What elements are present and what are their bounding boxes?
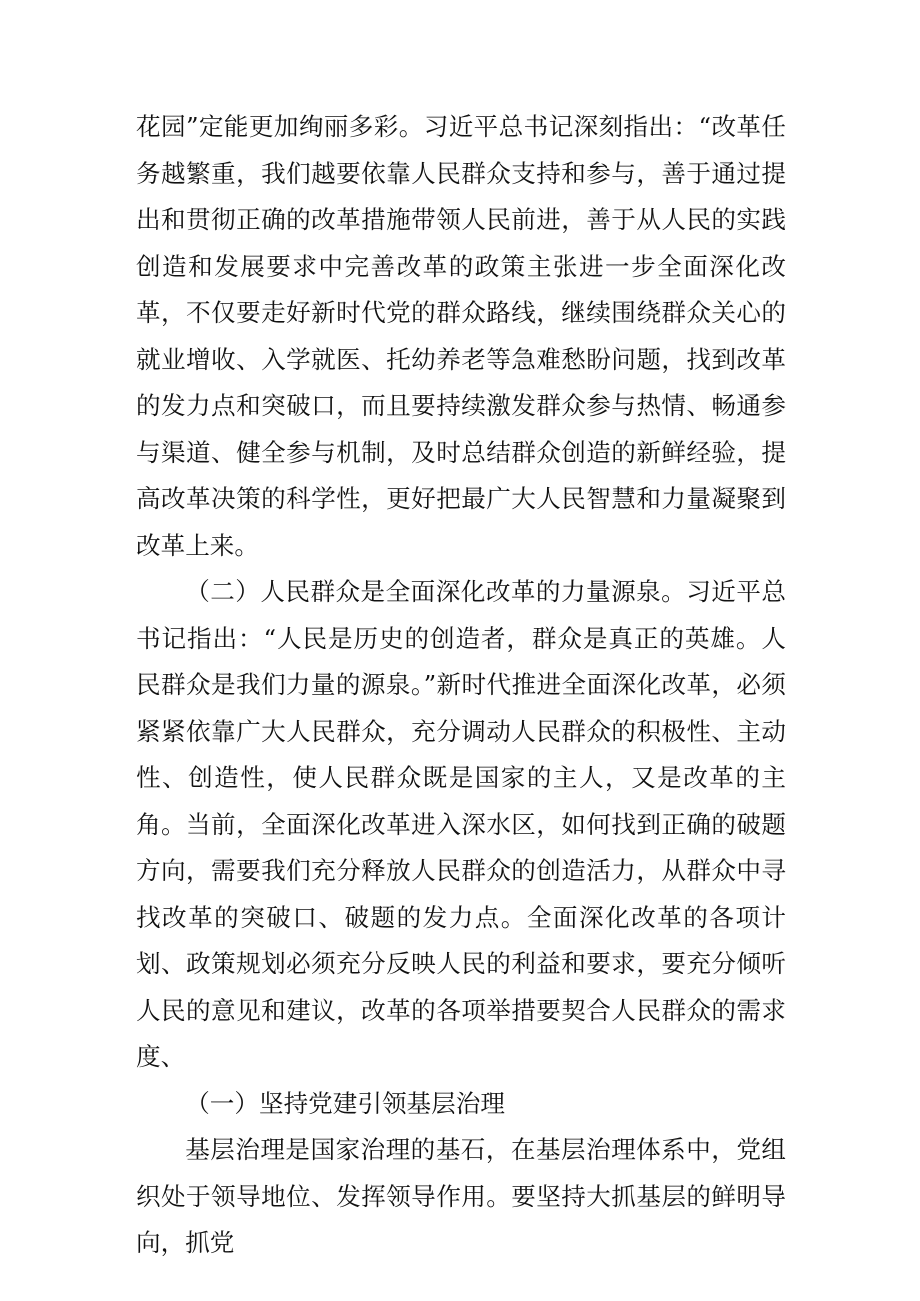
paragraph-grassroots-governance: 基层治理是国家治理的基石，在基层治理体系中，党组织处于领导地位、发挥领导作用。要坚持大抓基层的鲜明导向，抓党 bbox=[136, 1135, 786, 1257]
paragraph-continuation: 花园”定能更加绚丽多彩。习近平总书记深刻指出：“改革任务越繁重，我们越要依靠人民群众支持和参与，善于通过提出和贯彻正确的改革措施带领人民前进，善于从人民的实践创造和发展要求中完善改革的政策主张进一步全面深化改革，不仅要走好新时代党的群众路线，继续围绕群众关心的就业增收、入学就医、托幼养老等急难愁盼问题，找到改革的发力点和突破口，而且要持续激发群众参与热情、畅通参与渠道、健全参与机制，及时总结群众创造的新鲜经验，提高改革决策的科学性，更好把最广大人民智慧和力量凝聚到改革上来。 bbox=[136, 112, 786, 560]
document-body bbox=[136, 104, 786, 1267]
paragraph-section-two: （二）人民群众是全面深化改革的力量源泉。习近平总书记指出：“人民是历史的创造者，群众是真正的英雄。人民群众是我们力量的源泉。”新时代推进全面深化改革，必须紧紧依靠广大人民群众，充分调动人民群众的积极性、主动性、创造性，使人民群众既是国家的主人，又是改革的主角。当前，全面深化改革进入深水区，如何找到正确的破题方向，需要我们充分释放人民群众的创造活力，从群众中寻找改革的突破口、破题的发力点。全面深化改革的各项计划、政策规划必须充分反映人民的利益和要求，要充分倾听人民的意见和建议，改革的各项举措要契合人民群众的需求度、 bbox=[136, 577, 786, 1071]
section-heading-one: （一）坚持党建引领基层治理 bbox=[185, 1088, 505, 1118]
